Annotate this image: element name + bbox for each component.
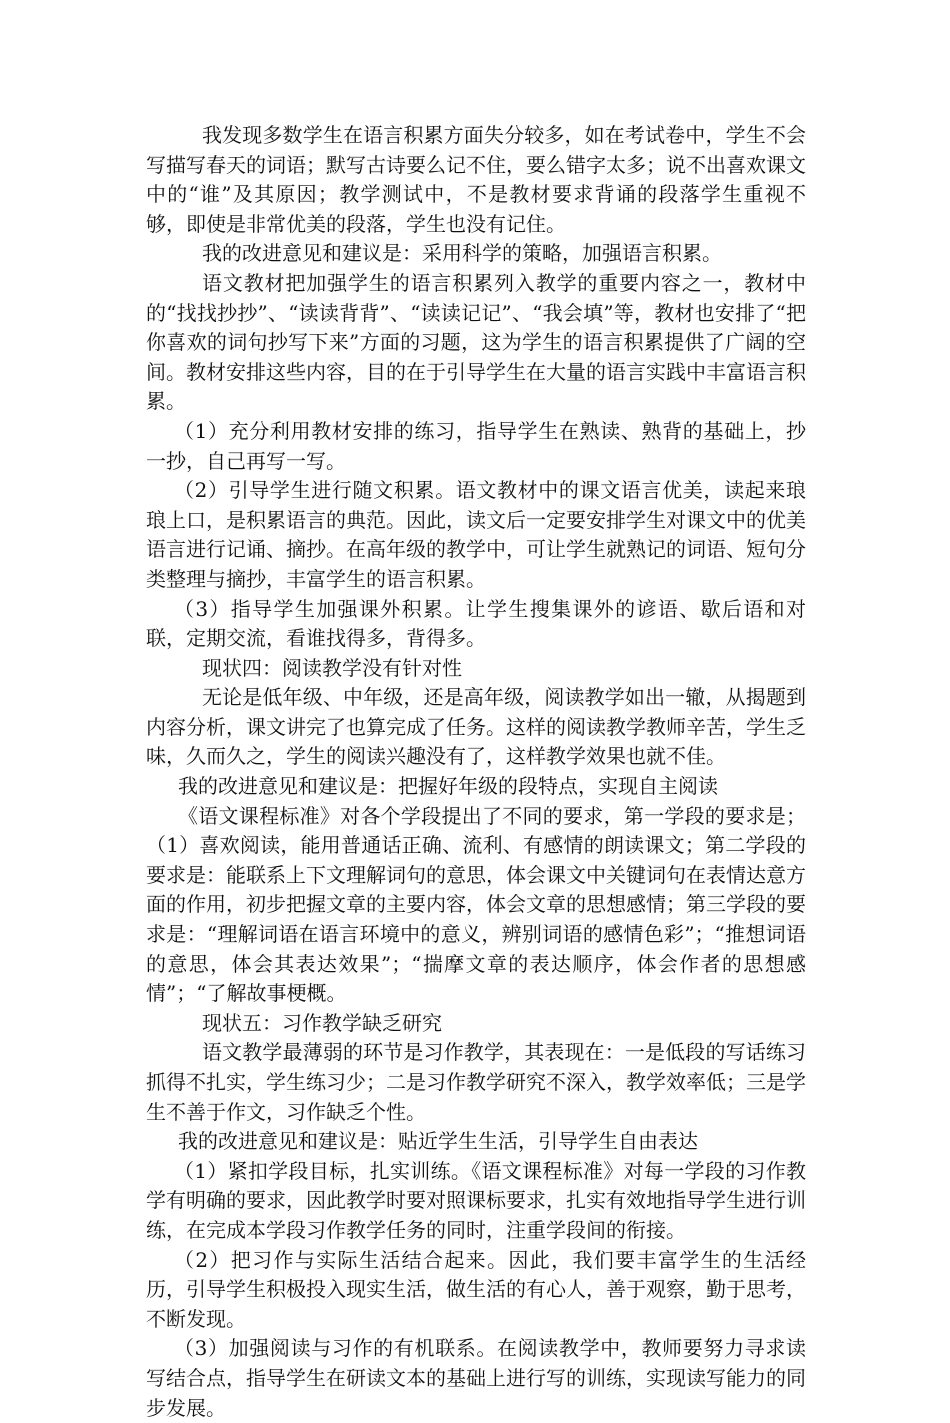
paragraph: （3）指导学生加强课外积累。让学生搜集课外的谚语、歇后语和对联，定期交流，看谁找得多，背得多。 bbox=[146, 596, 806, 651]
section-heading: 现状五：习作教学缺乏研究 bbox=[202, 1010, 442, 1035]
paragraph: 《语文课程标准》对各个学段提出了不同的要求，第一学段的要求是；（1）喜欢阅读，能用普通话正确、流利、有感情的朗读课文；第二学段的要求是：能联系上下文理解词句的意思，体会课文中关键词句在表情达意方面的作用，初步把握文章的主要内容，体会文章的思想感情；第三学段的要求是：“理解词语在语言环境中的意义，辨别词语的感情色彩”；“推想词语的意思，体会其表达效果”；“揣摩文章的表达顺序，体会作者的思想感情”；“了解故事梗概。 bbox=[146, 803, 806, 1006]
paragraph: （2）把习作与实际生活结合起来。因此，我们要丰富学生的生活经历，引导学生积极投入现实生活，做生活的有心人，善于观察，勤于思考，不断发现。 bbox=[146, 1247, 806, 1331]
paragraph: （1）紧扣学段目标，扎实训练。《语文课程标准》对每一学段的习作教学有明确的要求，因此教学时要对照课标要求，扎实有效地指导学生进行训练，在完成本学段习作教学任务的同时，注重学段间的衔接。 bbox=[146, 1158, 806, 1242]
paragraph: 我的改进意见和建议是：把握好年级的段特点，实现自主阅读 bbox=[178, 774, 718, 799]
document-body bbox=[146, 121, 806, 1423]
paragraph: （2）引导学生进行随文积累。语文教材中的课文语言优美，读起来琅琅上口，是积累语言的典范。因此，读文后一定要安排学生对课文中的优美语言进行记诵、摘抄。在高年级的教学中，可让学生就熟记的词语、短句分类整理与摘抄，丰富学生的语言积累。 bbox=[146, 478, 806, 591]
section-heading: 现状四：阅读教学没有针对性 bbox=[202, 655, 462, 680]
paragraph: 我的改进意见和建议是：采用科学的策略，加强语言积累。 bbox=[202, 241, 722, 266]
paragraph: 我发现多数学生在语言积累方面失分较多，如在考试卷中，学生不会写描写春天的词语；默写古诗要么记不住，要么错字太多；说不出喜欢课文中的“谁”及其原因；教学测试中，不是教材要求背诵的段落学生重视不够，即使是非常优美的段落，学生也没有记住。 bbox=[146, 123, 806, 236]
paragraph: 无论是低年级、中年级，还是高年级，阅读教学如出一辙，从揭题到内容分析，课文讲完了也算完成了任务。这样的阅读教学教师辛苦，学生乏味，久而久之，学生的阅读兴趣没有了，这样教学效果也就不佳。 bbox=[146, 685, 806, 769]
paragraph: （1）充分利用教材安排的练习，指导学生在熟读、熟背的基础上，抄一抄，自己再写一写。 bbox=[146, 418, 806, 473]
paragraph: 我的改进意见和建议是：贴近学生生活，引导学生自由表达 bbox=[178, 1129, 698, 1154]
paragraph: （3）加强阅读与习作的有机联系。在阅读教学中，教师要努力寻求读写结合点，指导学生在研读文本的基础上进行写的训练，实现读写能力的同步发展。 bbox=[146, 1336, 806, 1420]
paragraph: 语文教学最薄弱的环节是习作教学，其表现在：一是低段的写话练习抓得不扎实，学生练习少；二是习作教学研究不深入，教学效率低；三是学生不善于作文，习作缺乏个性。 bbox=[146, 1040, 806, 1124]
paragraph: 语文教材把加强学生的语言积累列入教学的重要内容之一，教材中的“找找抄抄”、“读读背背”、“读读记记”、“我会填”等，教材也安排了“把你喜欢的词句抄写下来”方面的习题，这为学生的语言积累提供了广阔的空间。教材安排这些内容，目的在于引导学生在大量的语言实践中丰富语言积累。 bbox=[146, 270, 806, 414]
